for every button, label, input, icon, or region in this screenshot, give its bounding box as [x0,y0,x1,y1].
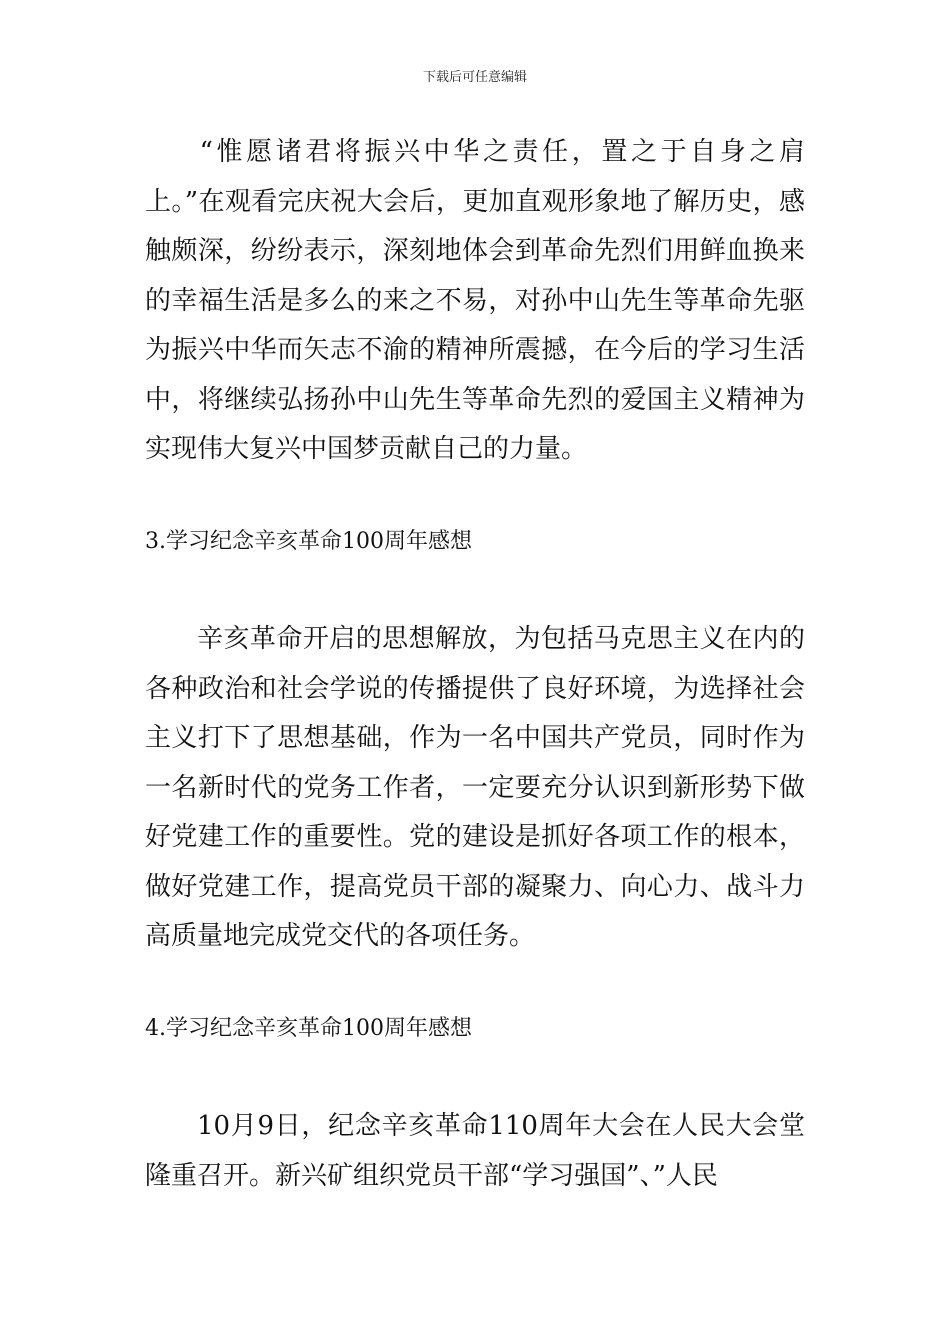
section-heading-3: 3.学习纪念辛亥革命100周年感想 [145,528,472,554]
paragraph-2: 辛亥革命开启的思想解放，为包括马克思主义在内的各种政治和社会学说的传播提供了良好环境，为选择社会主义打下了思想基础，作为一名中国共产党员，同时作为一名新时代的党务工作者，一定要充分认识到新形势下做好党建工作的重要性。党的建设是抓好各项工作的根本，做好党建工作，提高党员干部的凝聚力、向心力、战斗力高质量地完成党交代的各项任务。 [145,624,805,951]
section-heading-4: 4.学习纪念辛亥革命100周年感想 [145,1015,472,1041]
page-header: 下载后可任意编辑 [422,70,527,85]
paragraph-3: 10月9日，纪念辛亥革命110周年大会在人民大会堂隆重召开。新兴矿组织党员干部“学习强国”、”人民 [145,1111,805,1191]
paragraph-1: “惟愿诸君将振兴中华之责任，置之于自身之肩上。”在观看完庆祝大会后，更加直观形象地了解历史，感触颇深，纷纷表示，深刻地体会到革命先烈们用鲜血换来的幸福生活是多么的来之不易，对孙中山先生等革命先驱为振兴中华而矢志不渝的精神所震撼，在今后的学习生活中，将继续弘扬孙中山先生等革命先烈的爱国主义精神为实现伟大复兴中国梦贡献自己的力量。 [145,137,805,464]
document-body [145,128,805,1201]
